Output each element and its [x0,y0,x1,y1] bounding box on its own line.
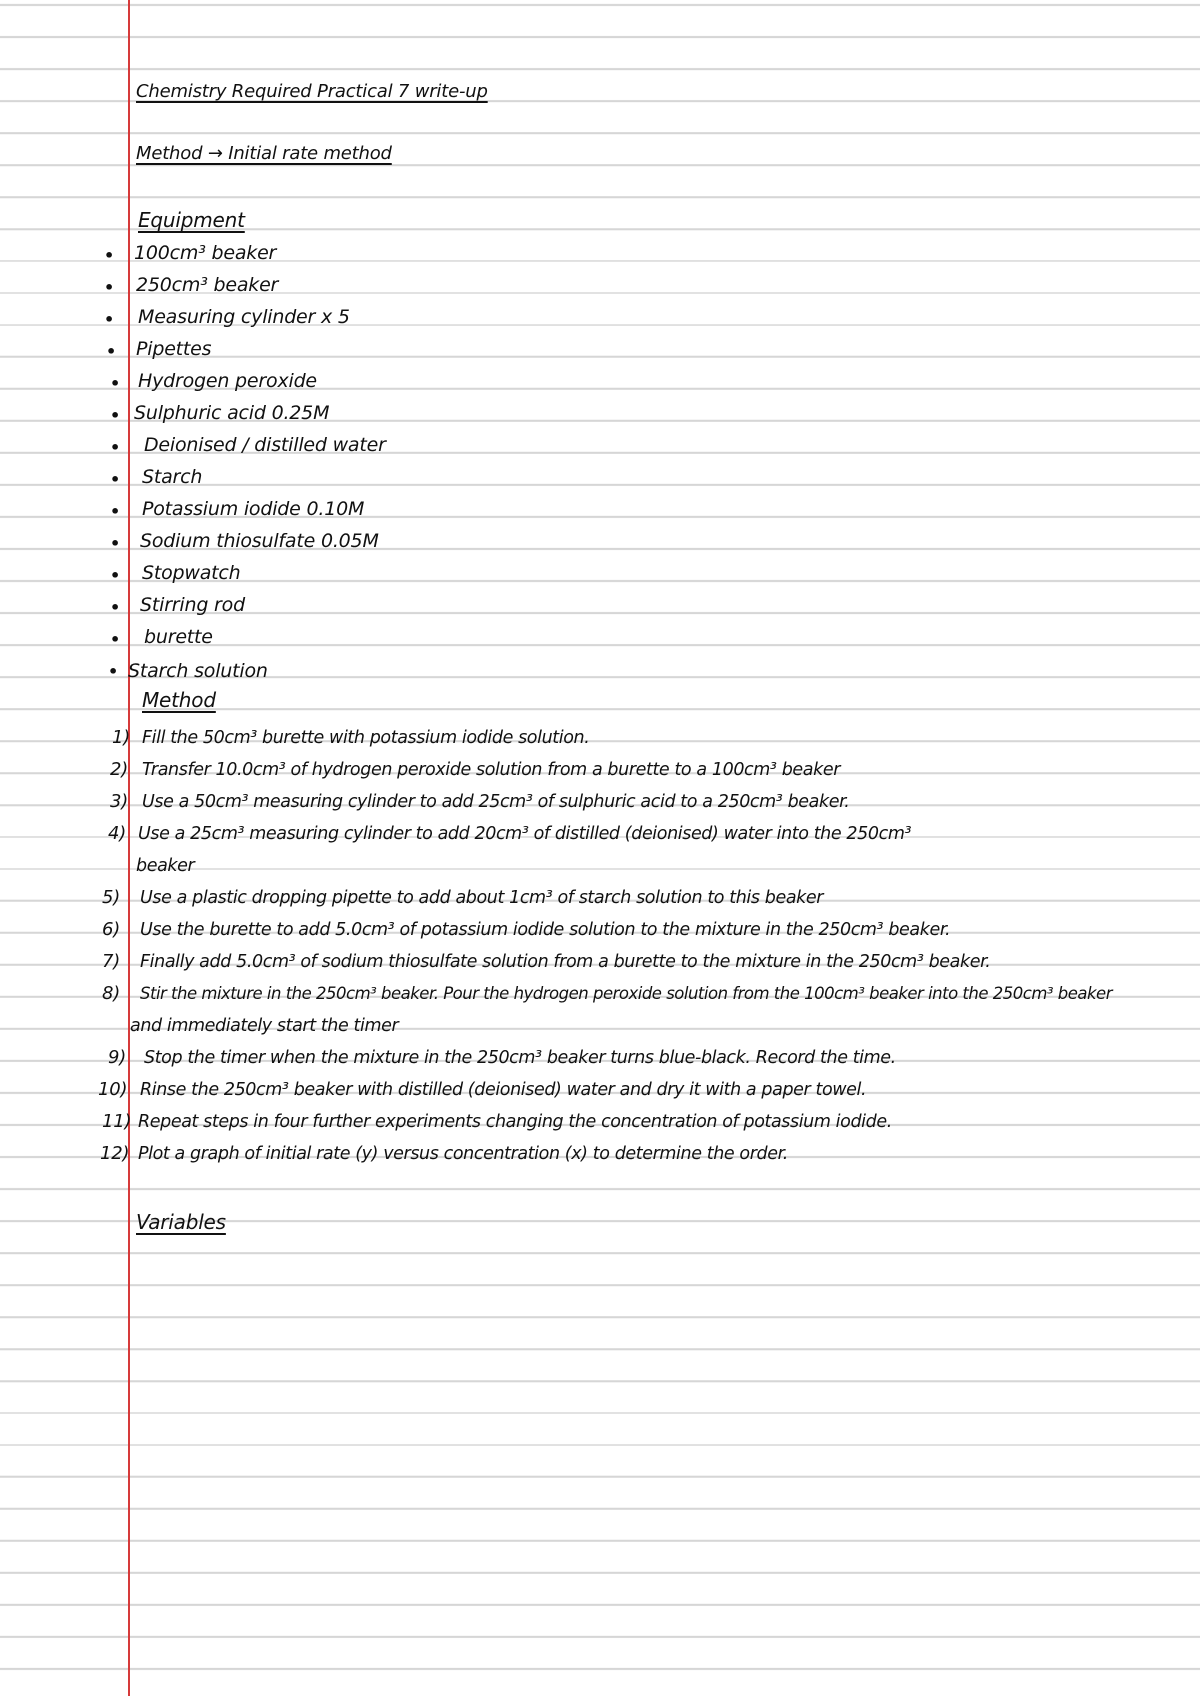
step-text: Use a 25cm³ measuring cylinder to add 20cm³ of distilled (deionised) water into the 250cm³ [138,824,912,844]
step-number: 7) [102,951,121,972]
bullet: • [104,246,115,265]
equipment-item: Sodium thiosulfate 0.05M [140,530,379,552]
step-number: 12) [100,1143,130,1164]
step-text: Fill the 50cm³ burette with potassium iodide solution. [142,728,590,748]
equipment-item: Measuring cylinder x 5 [138,306,350,328]
step-text: Stop the timer when the mixture in the 250cm³ beaker turns blue-black. Record the time. [144,1048,896,1068]
page-title: Chemistry Required Practical 7 write-up [136,81,488,102]
bullet: • [110,406,121,425]
step-number: 8) [102,983,121,1004]
equipment-item: burette [144,626,213,648]
bullet: • [110,374,121,393]
step-number: 2) [110,759,129,780]
bullet: • [108,662,119,681]
bullet: • [110,438,121,457]
equipment-item: Starch [142,466,203,488]
step-number: 9) [108,1047,127,1068]
step-text: Use a plastic dropping pipette to add about 1cm³ of starch solution to this beaker [140,888,824,908]
step-text: Transfer 10.0cm³ of hydrogen peroxide solution from a burette to a 100cm³ beaker [142,760,841,780]
step-text-continued: and immediately start the timer [130,1016,399,1036]
equipment-item: Hydrogen peroxide [138,370,317,392]
bullet: • [110,630,121,649]
bullet: • [104,278,115,297]
equipment-item: Deionised / distilled water [144,434,386,456]
step-text: Plot a graph of initial rate (y) versus concentration (x) to determine the order. [138,1144,788,1164]
procedure-heading: Method [142,688,216,712]
step-text: Rinse the 250cm³ beaker with distilled (deionised) water and dry it with a paper towel. [140,1080,867,1100]
equipment-item: Stirring rod [140,594,245,616]
step-number: 5) [102,887,121,908]
bullet: • [110,566,121,585]
step-text: Use a 50cm³ measuring cylinder to add 25cm³ of sulphuric acid to a 250cm³ beaker. [142,792,850,812]
bullet: • [110,534,121,553]
equipment-item: 250cm³ beaker [136,274,279,296]
variables-heading: Variables [136,1210,226,1234]
step-number: 6) [102,919,121,940]
bullet: • [110,470,121,489]
step-number: 10) [98,1079,128,1100]
equipment-item: Pipettes [136,338,212,360]
equipment-item: Sulphuric acid 0.25M [134,402,330,424]
step-number: 3) [110,791,129,812]
equipment-item: 100cm³ beaker [134,242,277,264]
bullet: • [110,502,121,521]
step-number: 1) [112,727,131,748]
margin-line [128,0,130,1696]
bullet: • [106,342,117,361]
step-number: 11) [102,1111,132,1132]
bullet: • [104,310,115,329]
equipment-item: Starch solution [128,660,268,682]
equipment-item: Potassium iodide 0.10M [142,498,365,520]
step-number: 4) [108,823,127,844]
bullet: • [110,598,121,617]
step-text: Repeat steps in four further experiments changing the concentration of potassium iodide. [138,1112,892,1132]
step-text: Use the burette to add 5.0cm³ of potassium iodide solution to the mixture in the 250cm³ beaker. [140,920,951,940]
step-text: Finally add 5.0cm³ of sodium thiosulfate solution from a burette to the mixture in the 250cm³ beaker. [140,952,991,972]
equipment-heading: Equipment [138,208,245,232]
method-subtitle: Method → Initial rate method [136,143,392,164]
equipment-item: Stopwatch [142,562,241,584]
step-text: Stir the mixture in the 250cm³ beaker. Pour the hydrogen peroxide solution from the 100cm³ beaker into the 250cm³ beaker [140,984,1112,1003]
step-text-continued: beaker [136,856,195,876]
